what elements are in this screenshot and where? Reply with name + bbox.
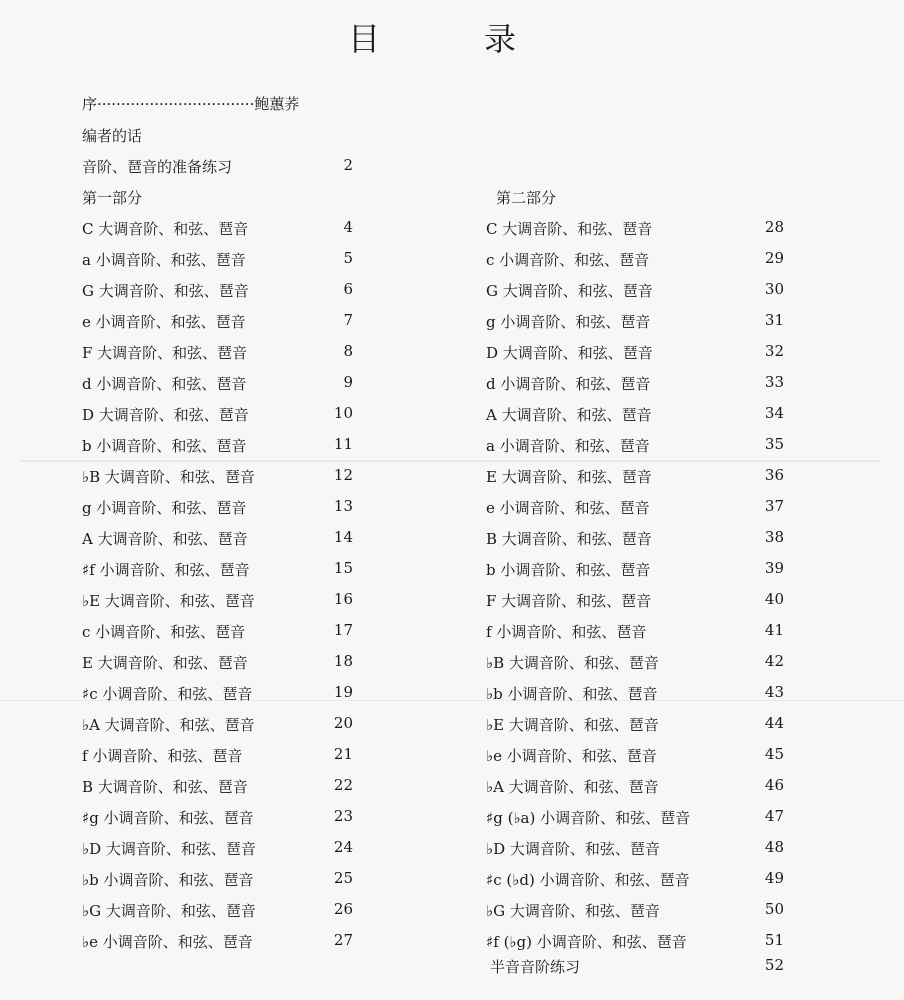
toc-row [0, 311, 904, 331]
toc-page: 21 [333, 745, 353, 763]
toc-page: 10 [333, 404, 353, 422]
toc-page: 48 [764, 838, 784, 856]
toc-page: 24 [333, 838, 353, 856]
toc-label: 半音音阶练习 [490, 958, 581, 976]
toc-page: 38 [764, 528, 784, 546]
toc-label: d 小调音阶、和弦、琶音 [486, 375, 651, 393]
toc-label: ♭G 大调音阶、和弦、琶音 [82, 902, 256, 920]
toc-page: 13 [333, 497, 353, 515]
editor-note-entry: 编者的话 [82, 127, 143, 145]
toc-page: 23 [333, 807, 353, 825]
toc-page: 47 [764, 807, 784, 825]
toc-label: ♭E 大调音阶、和弦、琶音 [82, 592, 255, 610]
toc-row [0, 249, 904, 269]
toc-page: 5 [343, 249, 353, 267]
toc-row [0, 528, 904, 548]
prep-entry [0, 156, 904, 176]
toc-page: 26 [333, 900, 353, 918]
toc-label: ♭D 大调音阶、和弦、琶音 [82, 840, 256, 858]
toc-label: A 大调音阶、和弦、琶音 [486, 406, 652, 424]
toc-page: 2 [343, 156, 353, 174]
toc-label: g 小调音阶、和弦、琶音 [82, 499, 247, 517]
toc-label: a 小调音阶、和弦、琶音 [486, 437, 650, 455]
toc-label: ♭E 大调音阶、和弦、琶音 [486, 716, 659, 734]
toc-page: 50 [764, 900, 784, 918]
toc-page: 45 [764, 745, 784, 763]
part1-heading: 第一部分 [82, 189, 143, 207]
toc-label: E 大调音阶、和弦、琶音 [486, 468, 652, 486]
toc-row [0, 218, 904, 238]
toc-label: ♭G 大调音阶、和弦、琶音 [486, 902, 660, 920]
toc-label: C 大调音阶、和弦、琶音 [82, 220, 249, 238]
toc-label: e 小调音阶、和弦、琶音 [82, 313, 246, 331]
toc-row [0, 745, 904, 765]
toc-page: 52 [764, 956, 784, 974]
toc-page: 49 [764, 869, 784, 887]
toc-page: 37 [764, 497, 784, 515]
toc-page: 31 [764, 311, 784, 329]
toc-row [0, 652, 904, 672]
toc-label: ♭b 小调音阶、和弦、琶音 [486, 685, 658, 703]
toc-page: 17 [333, 621, 353, 639]
toc-label: ♭D 大调音阶、和弦、琶音 [486, 840, 660, 858]
toc-label: 音阶、琶音的准备练习 [82, 158, 233, 176]
toc-row [0, 807, 904, 827]
toc-label: E 大调音阶、和弦、琶音 [82, 654, 248, 672]
toc-page: 41 [764, 621, 784, 639]
toc-label: ♭B 大调音阶、和弦、琶音 [82, 468, 255, 486]
toc-page: 27 [333, 931, 353, 949]
toc-label: b 小调音阶、和弦、琶音 [486, 561, 651, 579]
toc-label: D 大调音阶、和弦、琶音 [82, 406, 249, 424]
toc-page: 35 [764, 435, 784, 453]
toc-page: 6 [343, 280, 353, 298]
toc-page: 30 [764, 280, 784, 298]
title-char-1: 目 [348, 20, 381, 58]
toc-row [0, 373, 904, 393]
toc-label: ♯c (♭d) 小调音阶、和弦、琶音 [486, 871, 690, 889]
toc-label: b 小调音阶、和弦、琶音 [82, 437, 247, 455]
toc-page: 43 [764, 683, 784, 701]
toc-label: F 大调音阶、和弦、琶音 [486, 592, 652, 610]
toc-page: 36 [764, 466, 784, 484]
toc-label: ♭e 小调音阶、和弦、琶音 [82, 933, 253, 951]
toc-label: D 大调音阶、和弦、琶音 [486, 344, 653, 362]
page-title [348, 14, 528, 58]
toc-row [0, 714, 904, 734]
scan-noise [20, 460, 880, 462]
title-char-2: 录 [484, 20, 517, 58]
toc-page: 11 [333, 435, 353, 453]
toc-label: G 大调音阶、和弦、琶音 [486, 282, 653, 300]
toc-label: ♭A 大调音阶、和弦、琶音 [486, 778, 659, 796]
toc-label: ♯g 小调音阶、和弦、琶音 [82, 809, 254, 827]
toc-label: A 大调音阶、和弦、琶音 [82, 530, 248, 548]
toc-row [0, 466, 904, 486]
preface-entry: 序·································鲍蕙荞 [82, 95, 300, 113]
toc-row [0, 900, 904, 920]
toc-row [0, 776, 904, 796]
toc-page: 39 [764, 559, 784, 577]
toc-label: C 大调音阶、和弦、琶音 [486, 220, 653, 238]
toc-row [0, 280, 904, 300]
toc-label: ♯f (♭g) 小调音阶、和弦、琶音 [486, 933, 687, 951]
toc-label: ♭e 小调音阶、和弦、琶音 [486, 747, 657, 765]
toc-page: 8 [343, 342, 353, 360]
toc-page: 44 [764, 714, 784, 732]
toc-row [0, 590, 904, 610]
toc-label: ♯g (♭a) 小调音阶、和弦、琶音 [486, 809, 691, 827]
toc-page: 34 [764, 404, 784, 422]
toc-row [0, 435, 904, 455]
toc-label: F 大调音阶、和弦、琶音 [82, 344, 248, 362]
toc-label: ♭B 大调音阶、和弦、琶音 [486, 654, 659, 672]
toc-row [0, 559, 904, 579]
toc-label: B 大调音阶、和弦、琶音 [486, 530, 652, 548]
toc-label: c 小调音阶、和弦、琶音 [82, 623, 246, 641]
toc-page: 16 [333, 590, 353, 608]
toc-page: 12 [333, 466, 353, 484]
toc-page: 7 [343, 311, 353, 329]
toc-label: a 小调音阶、和弦、琶音 [82, 251, 246, 269]
toc-label: ♭A 大调音阶、和弦、琶音 [82, 716, 255, 734]
toc-label: ♯f 小调音阶、和弦、琶音 [82, 561, 250, 579]
toc-page: 19 [333, 683, 353, 701]
toc-page: 20 [333, 714, 353, 732]
toc-label: f 小调音阶、和弦、琶音 [82, 747, 243, 765]
toc-page: 28 [764, 218, 784, 236]
toc-page: 33 [764, 373, 784, 391]
part2-heading: 第二部分 [496, 189, 557, 207]
toc-page: 46 [764, 776, 784, 794]
toc-row [0, 869, 904, 889]
toc-page: 14 [333, 528, 353, 546]
toc-row [0, 838, 904, 858]
toc-page: 18 [333, 652, 353, 670]
toc-page: 32 [764, 342, 784, 360]
toc-row [0, 497, 904, 517]
toc-page: 25 [333, 869, 353, 887]
toc-row [0, 683, 904, 703]
toc-label: c 小调音阶、和弦、琶音 [486, 251, 650, 269]
toc-page: 29 [764, 249, 784, 267]
toc-page: 9 [343, 373, 353, 391]
toc-label: ♭b 小调音阶、和弦、琶音 [82, 871, 254, 889]
toc-row [0, 956, 904, 976]
toc-page: 51 [764, 931, 784, 949]
toc-row [0, 404, 904, 424]
toc-label: f 小调音阶、和弦、琶音 [486, 623, 647, 641]
toc-page: 15 [333, 559, 353, 577]
toc-label: ♯c 小调音阶、和弦、琶音 [82, 685, 253, 703]
toc-page: 40 [764, 590, 784, 608]
toc-label: e 小调音阶、和弦、琶音 [486, 499, 650, 517]
toc-row [0, 621, 904, 641]
toc-row [0, 931, 904, 951]
toc-label: B 大调音阶、和弦、琶音 [82, 778, 248, 796]
toc-label: G 大调音阶、和弦、琶音 [82, 282, 249, 300]
toc-page: 4 [343, 218, 353, 236]
toc-label: g 小调音阶、和弦、琶音 [486, 313, 651, 331]
toc-page: 42 [764, 652, 784, 670]
toc-label: d 小调音阶、和弦、琶音 [82, 375, 247, 393]
toc-row [0, 342, 904, 362]
toc-page: 22 [333, 776, 353, 794]
